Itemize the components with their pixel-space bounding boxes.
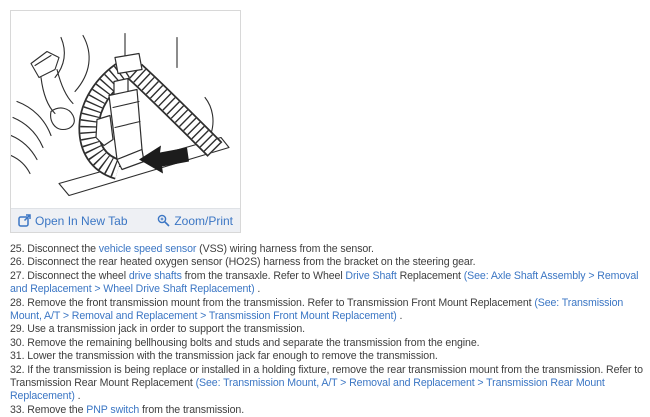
instruction-step xyxy=(10,243,647,256)
instruction-step xyxy=(10,297,647,324)
step-text: . xyxy=(254,283,261,296)
step-text: 32. If the transmission is being replace or installed in a holding fixture, remove the rear transmission mount from the transmission. Refer to Transmission Rear Mount Replacement xyxy=(10,363,643,390)
instruction-step xyxy=(10,350,647,363)
diagram-card xyxy=(10,10,241,233)
step-text: 25. Disconnect the xyxy=(10,243,99,255)
doc-link[interactable]: Drive Shaft xyxy=(345,269,397,282)
diagram-image xyxy=(11,11,240,208)
figure-toolbar xyxy=(11,208,240,232)
step-text: 26. Disconnect the rear heated oxygen sensor (HO2S) harness from the bracket on the steering gear. xyxy=(10,256,476,269)
magnifier-icon xyxy=(157,214,170,227)
step-text: 27. Disconnect the wheel xyxy=(10,269,129,282)
open-in-new-tab-label: Open In New Tab xyxy=(35,213,128,228)
instruction-step xyxy=(10,337,647,350)
doc-link[interactable]: PNP switch xyxy=(86,403,140,416)
arrow-marker xyxy=(139,146,189,174)
doc-link[interactable]: (See: Transmission Mount, A/T > Removal and Replacement > Transmission Rear Mount Replacement) xyxy=(10,377,605,403)
doc-link[interactable]: drive shafts xyxy=(128,269,182,282)
zoom-print-label: Zoom/Print xyxy=(174,213,233,228)
doc-link[interactable]: vehicle speed sensor xyxy=(98,243,197,255)
doc-link[interactable]: (See: Transmission Mount, A/T > Removal and Replacement > Transmission Front Mount Replacement) xyxy=(10,296,624,323)
step-text: . xyxy=(396,310,403,323)
instruction-step xyxy=(10,404,647,417)
step-text: 29. Use a transmission jack in order to support the transmission. xyxy=(10,323,305,336)
step-text: 30. Remove the remaining bellhousing bolts and studs and separate the transmission from the engine. xyxy=(10,336,480,349)
instruction-list xyxy=(10,243,647,417)
step-text: Replacement xyxy=(396,269,464,282)
step-text: . xyxy=(74,390,81,403)
instruction-step xyxy=(10,256,647,269)
doc-link[interactable]: (See: Axle Shaft Assembly > Removal and Replacement > Wheel Drive Shaft Replacement) xyxy=(10,269,639,296)
step-text: 33. Remove the xyxy=(10,403,87,416)
open-in-new-tab-link[interactable] xyxy=(18,214,128,227)
zoom-print-link[interactable] xyxy=(157,214,233,227)
tube-fitting xyxy=(115,54,142,74)
instruction-step xyxy=(10,364,647,404)
step-text: (VSS) wiring harness from the sensor. xyxy=(196,243,374,255)
vss-harness-line-drawing-icon xyxy=(11,11,240,208)
instruction-step xyxy=(10,270,647,297)
step-text: 31. Lower the transmission with the transmission jack far enough to remove the transmission. xyxy=(10,350,438,363)
step-text: 28. Remove the front transmission mount from the transmission. Refer to Transmission Front Mount Replacement xyxy=(10,296,535,309)
corrugated-tube-right xyxy=(135,72,215,150)
step-text: from the transaxle. Refer to Wheel xyxy=(181,269,346,282)
open-in-new-tab-icon xyxy=(18,214,31,227)
step-text: from the transmission. xyxy=(139,403,245,416)
instruction-step xyxy=(10,323,647,336)
